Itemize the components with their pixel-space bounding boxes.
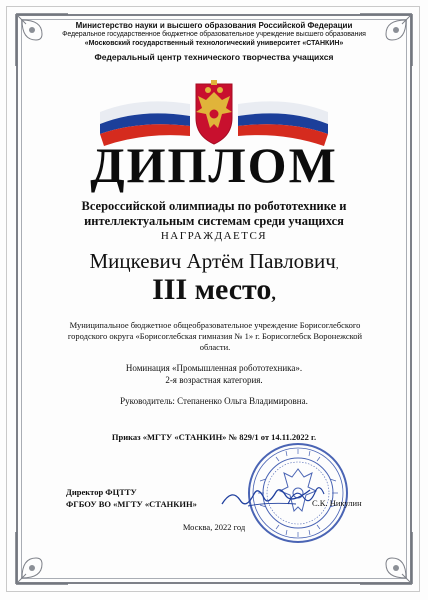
institution-type-line: Федеральное государственное бюджетное образовательное учреждение высшего образования [62, 31, 366, 38]
recipient-punct: , [335, 259, 339, 271]
place-row [0, 273, 428, 307]
recipient-name: Мицкевич Артём Павлович [89, 249, 336, 273]
olympiad-name [0, 199, 428, 229]
school-line-1: Муниципальное бюджетное общеобразовательное учреждение Борисоглебского [69, 320, 361, 330]
ministry-line: Министерство науки и высшего образования Российской Федерации [75, 21, 353, 30]
corner-ornament-icon [356, 528, 416, 588]
center-name-line: Федеральный центр технического творчества учащихся [94, 52, 334, 62]
signer-name: С.К. Никулин [312, 498, 362, 508]
recipient-name-row [0, 249, 428, 274]
school-line-2: городского округа «Борисоглебская гимназия № 1» г. Борисоглебск Воронежской [67, 331, 363, 341]
nomination-block [0, 362, 428, 386]
place-award: III место [152, 273, 272, 306]
city-year: Москва, 2022 год [182, 522, 246, 532]
place-punct: , [271, 283, 276, 303]
order-reference: Приказ «МГТУ «СТАНКИН» № 829/1 от 14.11.2022 г. [111, 432, 317, 442]
university-name-line: «Московский государственный технологический университет «СТАНКИН» [84, 40, 344, 47]
school-line-3: области. [199, 342, 231, 352]
director-line-2: ФГБОУ ВО «МГТУ «СТАНКИН» [66, 499, 197, 509]
age-category-line: 2-я возрастная категория. [165, 375, 263, 385]
awarded-label: НАГРАЖДАЕТСЯ [160, 230, 268, 242]
olympiad-line-2: интеллектуальным системам среди учащихся [84, 214, 344, 228]
director-line-1: Директор ФЦТТУ [66, 487, 137, 497]
corner-ornament-icon [12, 528, 72, 588]
school-name [60, 320, 370, 353]
nomination-line: Номинация «Промышленная робототехника». [125, 363, 303, 373]
director-title [66, 486, 197, 510]
olympiad-line-1: Всероссийской олимпиады по робототехнике и [81, 199, 347, 213]
diploma-title: ДИПЛОМ [90, 137, 338, 193]
supervisor-line: Руководитель: Степаненко Ольга Владимировна. [120, 396, 308, 406]
